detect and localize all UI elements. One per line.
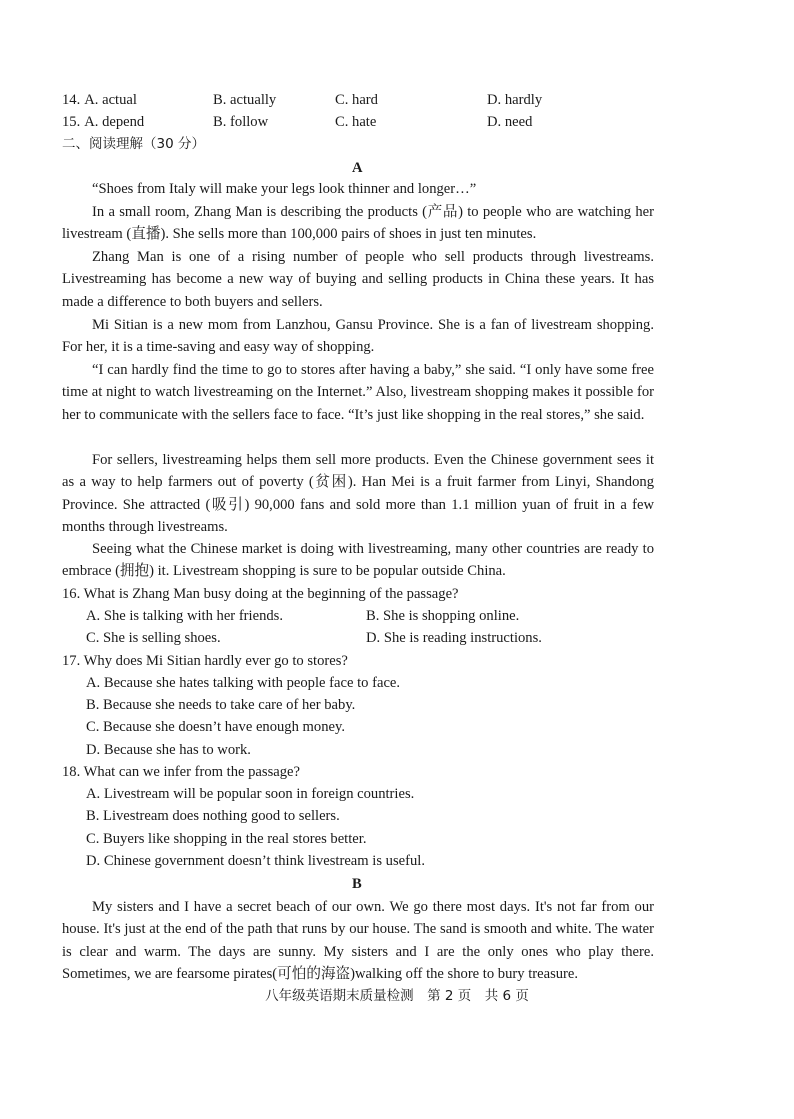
question-18-option-d: D. Chinese government doesn’t think livestream is useful.: [86, 853, 425, 869]
passage-a-paragraph-6: For sellers, livestreaming helps them sell more products. Even the Chinese government sees it as a way to help farmers out of poverty (贫困). Han Mei is a fruit farmer from Linyi, Shandong Province. She attracted (吸引) 90,000 fans and sold more than 1.1 million yuan of fruit in a few months through livestreams.: [62, 452, 654, 536]
passage-a-paragraph-7: Seeing what the Chinese market is doing with livestreaming, many other countries are ready to embrace (拥抱) it. Livestream shopping is sure to be popular outside China.: [62, 541, 654, 580]
question-16-stem: 16. What is Zhang Man busy doing at the beginning of the passage?: [62, 586, 459, 602]
question-18-stem: 18. What can we infer from the passage?: [62, 764, 300, 780]
question-16-option-c: C. She is selling shoes.: [86, 630, 221, 646]
question-16-option-d: D. She is reading instructions.: [366, 630, 542, 646]
passage-a-paragraph-1: “Shoes from Italy will make your legs look thinner and longer…”: [92, 181, 477, 197]
option-14a: [62, 90, 137, 110]
option-15d: D. need: [487, 114, 533, 130]
question-number: 15.: [62, 114, 81, 130]
passage-b-paragraph-1: My sisters and I have a secret beach of our own. We go there most days. It's not far from our house. It's just at the end of the path that runs by our house. The sand is smooth and white. The water is clear and warm. The days are sunny. My sisters and I are the only ones who play there. Sometimes, we are fearsome pirates(可怕的海盗)walking off the shore to bury treasure.: [62, 899, 654, 983]
question-17-option-d: D. Because she has to work.: [86, 742, 251, 758]
passage-a-label: A: [352, 160, 363, 176]
question-17-stem: 17. Why does Mi Sitian hardly ever go to stores?: [62, 653, 348, 669]
option-14d: D. hardly: [487, 92, 543, 108]
section-heading: 二、阅读理解（30 分）: [62, 136, 205, 152]
passage-a-paragraph-2: In a small room, Zhang Man is describing the products (产品) to people who are watching her livestream (直播). She sells more than 100,000 pairs of shoes in just ten minutes.: [62, 204, 654, 243]
question-16-option-a: A. She is talking with her friends.: [86, 608, 283, 624]
page-footer: 八年级英语期末质量检测 第 2 页 共 6 页: [265, 988, 529, 1004]
option-15b: B. follow: [213, 114, 269, 130]
option-text: A. depend: [84, 114, 145, 130]
option-15c: C. hate: [335, 114, 377, 130]
question-number: 14.: [62, 92, 81, 108]
option-15a: [62, 112, 144, 132]
question-17-option-b: B. Because she needs to take care of her baby.: [86, 697, 356, 713]
option-14b: B. actually: [213, 92, 277, 108]
option-text: A. actual: [84, 92, 137, 108]
question-17-option-c: C. Because she doesn’t have enough money.: [86, 719, 345, 735]
question-18-option-c: C. Buyers like shopping in the real stores better.: [86, 831, 367, 847]
question-18-option-b: B. Livestream does nothing good to sellers.: [86, 808, 340, 824]
option-14c: C. hard: [335, 92, 378, 108]
question-17-option-a: A. Because she hates talking with people face to face.: [86, 675, 401, 691]
passage-a-paragraph-3: Zhang Man is one of a rising number of people who sell products through livestreams. Livestreaming has become a new way of buying and selling products in China these years. It has made a difference to both buyers and sellers.: [62, 249, 654, 310]
passage-a-paragraph-5: “I can hardly find the time to go to stores after having a baby,” she said. “I only have some free time at night to watch livestreaming on the Internet.” Also, livestream shopping makes it possible for her to communicate with the sellers face to face. “It’s just like shopping in the real stores,” she said.: [62, 362, 654, 423]
passage-a-paragraph-4: Mi Sitian is a new mom from Lanzhou, Gansu Province. She is a fan of livestream shopping. For her, it is a time-saving and easy way of shopping.: [62, 317, 654, 356]
passage-b-label: B: [352, 876, 362, 892]
question-18-option-a: A. Livestream will be popular soon in foreign countries.: [86, 786, 415, 802]
question-16-option-b: B. She is shopping online.: [366, 608, 520, 624]
